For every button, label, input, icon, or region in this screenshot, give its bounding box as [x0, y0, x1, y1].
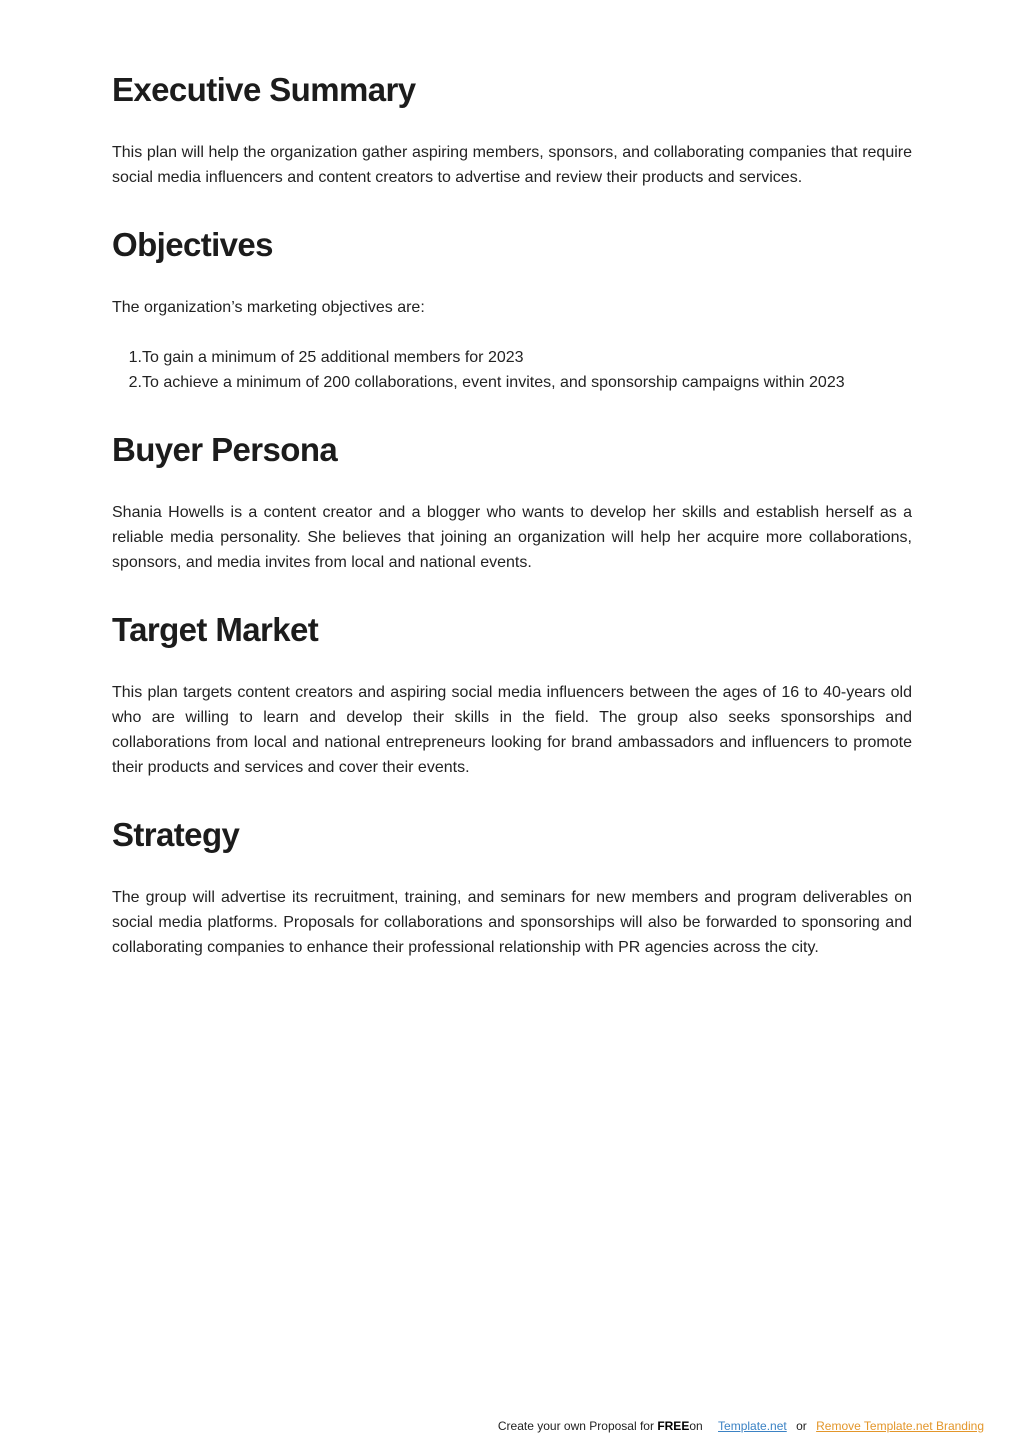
footer-free: FREE	[657, 1419, 690, 1433]
objectives-intro: The organization’s marketing objectives are:	[112, 299, 425, 316]
buyer-persona-heading: Buyer Persona	[112, 431, 338, 468]
list-item-text: To achieve a minimum of 200 collaborations, event invites, and sponsorship campaigns within 2023	[142, 374, 845, 391]
footer-on: on	[689, 1419, 703, 1433]
remove-branding-link[interactable]: Remove Template.net Branding	[816, 1419, 984, 1433]
list-item-text: To gain a minimum of 25 additional members for 2023	[142, 349, 524, 366]
target-market-paragraph: This plan targets content creators and aspiring social media influencers between the ages of 16 to 40-years old who are willing to learn and develop their skills in the field. The group also seeks sponsorships and collaborations from local and national entrepreneurs looking for brand ambassadors and influencers to promote their products and services and cover their events.	[112, 684, 912, 776]
strategy-heading: Strategy	[112, 816, 240, 853]
buyer-persona-paragraph: Shania Howells is a content creator and a blogger who wants to develop her skills and establish herself as a reliable media personality. She believes that joining an organization will help her acquire more collaborations, sponsors, and media invites from local and national events.	[112, 504, 912, 571]
list-item-number: 2.	[128, 374, 142, 391]
strategy-paragraph: The group will advertise its recruitment, training, and seminars for new members and program deliverables on social media platforms. Proposals for collaborations and sponsorships will also be forwarded to sponsoring and collaborating companies to enhance their professional relationship with PR agencies across the city.	[112, 889, 912, 956]
executive-summary-heading: Executive Summary	[112, 71, 416, 108]
list-item	[112, 370, 845, 395]
objectives-list	[112, 345, 845, 395]
list-item-number: 1.	[128, 349, 142, 366]
objectives-heading: Objectives	[112, 226, 273, 263]
footer-prefix: Create your own Proposal for	[497, 1419, 658, 1433]
list-item	[112, 345, 845, 370]
template-footer	[498, 1419, 984, 1433]
template-net-link[interactable]: Template.net	[718, 1419, 787, 1433]
target-market-heading: Target Market	[112, 611, 319, 648]
footer-or: or	[796, 1419, 807, 1433]
executive-summary-paragraph: This plan will help the organization gather aspiring members, sponsors, and collaborating companies that require social media influencers and content creators to advertise and review their products and services.	[112, 144, 912, 186]
